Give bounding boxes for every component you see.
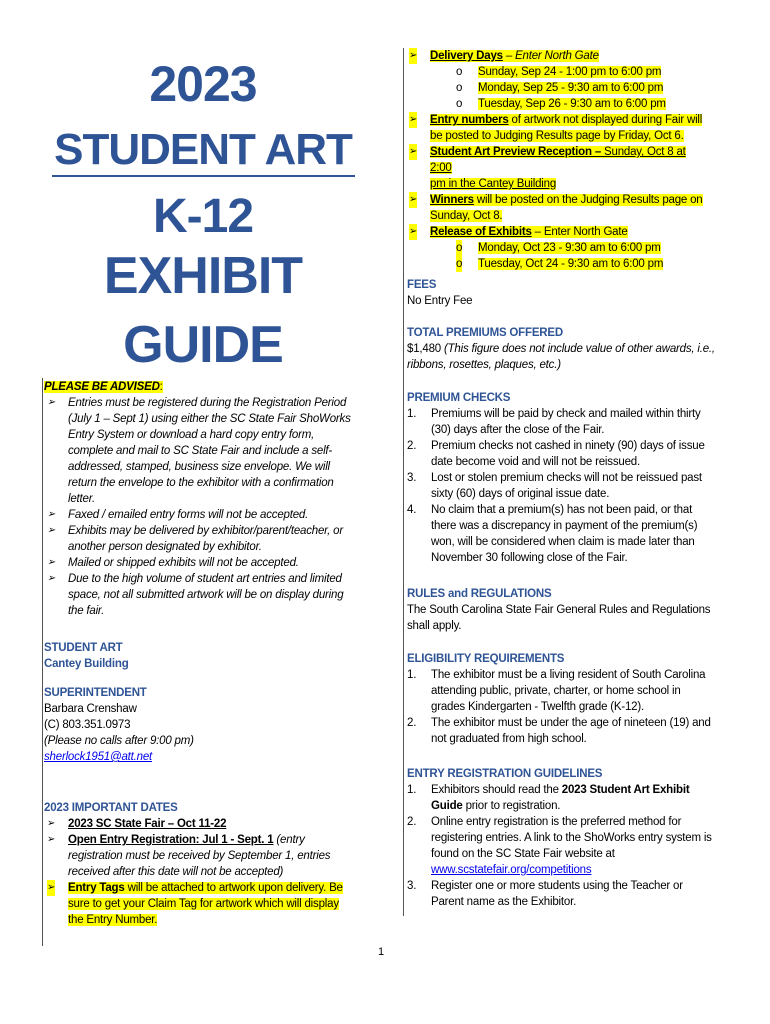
preview-item — [406, 144, 706, 192]
fees-text: No Entry Fee — [407, 295, 473, 307]
advised-heading-text: PLEASE BE ADVISED — [44, 381, 160, 393]
delivery-day-1 — [406, 64, 706, 80]
advised-line: Entry System or download a hard copy entry form, — [68, 429, 315, 441]
eligibility-list — [407, 667, 737, 747]
release-text: – Enter North Gate — [531, 226, 628, 238]
release-day-1 — [406, 240, 706, 256]
delivery-dash: – — [502, 50, 516, 62]
checks-item — [407, 502, 737, 566]
registration-item-3-line: Parent name as the Exhibitor. — [431, 896, 577, 908]
registration-item-2-line: registering entries. A link to the ShoWorks entry system is — [431, 832, 712, 844]
checks-line: Premiums will be paid by check and mailed within thirty — [431, 408, 701, 420]
advised-line: (July 1 – Sept 1) using either the SC State Fair ShoWorks — [68, 413, 351, 425]
entry-tags-text: will be attached to artwork upon delivery. Be — [124, 882, 343, 894]
superintendent-phone: (C) 803.351.0973 — [44, 719, 131, 731]
open-entry-note-line-1: registration must be received by September 1, entries — [68, 850, 331, 862]
premiums-heading: TOTAL PREMIUMS OFFERED — [407, 327, 563, 339]
preview-label: Student Art Preview Reception – — [430, 146, 602, 158]
registration-item-2-line: found on the SC State Fair website at — [431, 848, 615, 860]
advised-line: Entries must be registered during the Registration Period — [68, 397, 347, 409]
arrow-bullet-icon: ➢ — [47, 397, 56, 408]
eligibility-line: attending public, private, charter, or home school in — [431, 685, 681, 697]
circle-bullet-icon: o — [456, 98, 463, 110]
entry-tags-label: Entry Tags — [68, 882, 125, 894]
registration-item-1-bold: 2023 Student Art Exhibit — [561, 784, 690, 796]
advised-line: Due to the high volume of student art entries and limited — [68, 573, 342, 585]
eligibility-item — [407, 667, 737, 715]
title-student-art: STUDENT ART — [54, 125, 352, 174]
entry-tags-line-1: sure to get your Claim Tag for artwork which will display — [68, 898, 339, 910]
arrow-bullet-icon: ➢ — [47, 818, 56, 829]
fair-dates: 2023 SC State Fair – Oct 11-22 — [68, 818, 227, 830]
arrow-bullet-icon: ➢ — [409, 112, 417, 128]
registration-item-3-line: Register one or more students using the Teacher or — [431, 880, 683, 892]
checks-line: No claim that a premium(s) has not been paid, or that — [431, 504, 693, 516]
checks-line: won, will be considered when claim is made later than — [431, 536, 695, 548]
delivery-day-text: Tuesday, Sep 26 - 9:30 am to 6:00 pm — [478, 98, 666, 110]
arrow-bullet-icon: ➢ — [409, 144, 417, 160]
delivery-section — [406, 48, 706, 272]
eligibility-line: The exhibitor must be under the age of nineteen (19) and — [431, 717, 711, 729]
advised-heading: PLEASE BE ADVISED: — [44, 381, 163, 393]
registration-item-2-line: Online entry registration is the preferred method for — [431, 816, 682, 828]
advised-line: Exhibits may be delivered by exhibitor/parent/teacher, or — [68, 525, 343, 537]
competitions-link[interactable]: www.scstatefair.org/competitions — [431, 864, 592, 876]
list-number: 3. — [407, 472, 417, 484]
circle-bullet-icon: o — [456, 242, 463, 254]
advised-list — [44, 395, 364, 619]
list-number: 4. — [407, 504, 417, 516]
checks-line: November 30 following close of the Fair. — [431, 552, 628, 564]
arrow-bullet-icon: ➢ — [409, 48, 417, 64]
advised-line: letter. — [68, 493, 95, 505]
entry-numbers-item — [406, 112, 706, 144]
preview-text: Sunday, Oct 8 at 2:00 — [430, 146, 686, 174]
advised-item — [44, 507, 364, 523]
winners-label: Winners — [430, 194, 474, 206]
advised-line: Faxed / emailed entry forms will not be accepted. — [68, 509, 309, 521]
circle-bullet-icon: o — [456, 66, 463, 78]
dates-item-fair — [44, 816, 360, 832]
open-entry-note-line-2: received after this date will not be accepted) — [68, 866, 284, 878]
winners-line-2: Sunday, Oct 8. — [430, 210, 503, 222]
superintendent-name: Barbara Crenshaw — [44, 703, 137, 715]
advised-line: another person designated by exhibitor. — [68, 541, 262, 553]
checks-heading: PREMIUM CHECKS — [407, 392, 511, 404]
premiums-note-line-2: ribbons, rosettes, plaques, etc.) — [407, 359, 561, 371]
arrow-bullet-icon: ➢ — [47, 557, 56, 568]
delivery-days-item — [406, 48, 706, 64]
checks-section — [407, 390, 737, 566]
list-number: 1. — [407, 669, 417, 681]
eligibility-line: The exhibitor must be a living resident of South Carolina — [431, 669, 706, 681]
delivery-label: Delivery Days — [430, 50, 503, 62]
list-number: 2. — [407, 717, 417, 729]
delivery-day-2 — [406, 80, 706, 96]
entry-numbers-label: Entry numbers — [430, 114, 509, 126]
entry-numbers-line-2: be posted to Judging Results page by Friday, Oct 6. — [430, 130, 684, 142]
rules-heading: RULES and REGULATIONS — [407, 588, 552, 600]
title-year: 2023 — [149, 56, 257, 112]
checks-line: Lost or stolen premium checks will not be reissued past — [431, 472, 702, 484]
rules-line-1: The South Carolina State Fair General Rules and Regulations — [407, 604, 711, 616]
winners-text: will be posted on the Judging Results page on — [473, 194, 703, 206]
release-label: Release of Exhibits — [430, 226, 532, 238]
registration-item-3: 3. Register one or more students using the Teacher or Parent name as the Exhibitor. — [407, 878, 737, 910]
location-building: Cantey Building — [44, 658, 129, 670]
registration-item-1: 1. Exhibitors should read the 2023 Student Art Exhibit Guide prior to registration. — [407, 784, 690, 812]
premiums-amount: $1,480 — [407, 343, 441, 355]
checks-item — [407, 406, 737, 438]
open-entry-note: (entry — [273, 834, 305, 846]
entry-tags-line-2: the Entry Number. — [68, 914, 158, 926]
checks-list — [407, 406, 737, 566]
superintendent-note: (Please no calls after 9:00 pm) — [44, 735, 194, 747]
premiums-section — [407, 325, 737, 373]
eligibility-section — [407, 651, 737, 747]
advised-item — [44, 555, 364, 571]
title-guide: GUIDE — [123, 316, 283, 374]
entry-numbers-text: of artwork not displayed during Fair will — [508, 114, 703, 126]
delivery-day-3 — [406, 96, 706, 112]
eligibility-line: not graduated from high school. — [431, 733, 587, 745]
registration-item-1-rest: prior to registration. — [462, 800, 561, 812]
preview-line-2: pm in the Cantey Building — [430, 178, 557, 190]
checks-item — [407, 438, 737, 470]
dates-heading: 2023 IMPORTANT DATES — [44, 802, 178, 814]
checks-line: there was a discrepancy in payment of the premium(s) — [431, 520, 698, 532]
arrow-bullet-icon: ➢ — [47, 880, 55, 896]
superintendent-section — [44, 685, 354, 765]
location-heading: STUDENT ART — [44, 642, 123, 654]
release-item — [406, 224, 706, 240]
checks-line: Premium checks not cashed in ninety (90) days of issue — [431, 440, 705, 452]
rules-line-2: shall apply. — [407, 620, 462, 632]
delivery-gate: Enter North Gate — [515, 50, 599, 62]
advised-item — [44, 571, 364, 619]
checks-line: date become void and will not be reissued. — [431, 456, 640, 468]
dates-item-open-entry — [44, 832, 360, 880]
registration-item-1-text: Exhibitors should read the — [431, 784, 562, 796]
advised-line: complete and mail to SC State Fair and include a self- — [68, 445, 333, 457]
registration-item-2: 2. Online entry registration is the preferred method for registering entries. A link to the ShoWorks entry system is found on the SC State Fair website at www.scstatefair.org/competitions — [407, 814, 737, 878]
registration-heading: ENTRY REGISTRATION GUIDELINES — [407, 768, 603, 780]
advised-item — [44, 523, 364, 555]
registration-item-1-guide: Guide — [431, 800, 463, 812]
dates-item-entry-tags — [44, 880, 360, 928]
delivery-day-text: Sunday, Sep 24 - 1:00 pm to 6:00 pm — [478, 66, 662, 78]
list-number: 2. — [407, 440, 417, 452]
arrow-bullet-icon: ➢ — [47, 573, 56, 584]
location-section — [44, 640, 354, 672]
left-column-rule — [42, 378, 43, 946]
open-entry-label: Open Entry Registration: Jul 1 - Sept. 1 — [68, 834, 274, 846]
registration-section — [407, 766, 737, 910]
superintendent-email-link[interactable]: sherlock1951@att.net — [44, 751, 153, 763]
advised-line: addressed, stamped, business size envelope. We will — [68, 461, 330, 473]
superintendent-heading: SUPERINTENDENT — [44, 687, 147, 699]
list-number: 1. — [407, 408, 417, 420]
arrow-bullet-icon: ➢ — [47, 834, 56, 845]
rules-section — [407, 586, 737, 634]
advised-section — [44, 379, 364, 619]
title-exhibit: EXHIBIT — [103, 247, 303, 305]
arrow-bullet-icon: ➢ — [47, 525, 56, 536]
title-underline — [52, 175, 355, 177]
title-k12: K-12 — [152, 190, 254, 243]
eligibility-line: grades Kindergarten - Twelfth grade (K-12). — [431, 701, 644, 713]
arrow-bullet-icon: ➢ — [409, 224, 417, 240]
advised-line: return the envelope to the exhibitor with a confirmation — [68, 477, 334, 489]
fees-heading: FEES — [407, 279, 437, 291]
arrow-bullet-icon: ➢ — [409, 192, 417, 208]
dates-section — [44, 800, 360, 928]
release-day-text: Tuesday, Oct 24 - 9:30 am to 6:00 pm — [478, 258, 664, 270]
delivery-day-text: Monday, Sep 25 - 9:30 am to 6:00 pm — [478, 82, 664, 94]
circle-bullet-icon: o — [456, 258, 463, 270]
advised-line: the fair. — [68, 605, 105, 617]
advised-item — [44, 395, 364, 507]
fees-section — [407, 277, 727, 309]
advised-line: space, not all submitted artwork will be on display during — [68, 589, 344, 601]
release-day-text: Monday, Oct 23 - 9:30 am to 6:00 pm — [478, 242, 661, 254]
winners-item — [406, 192, 706, 224]
arrow-bullet-icon: ➢ — [47, 509, 56, 520]
eligibility-item — [407, 715, 737, 747]
page-number: 1 — [378, 946, 384, 958]
checks-line: (30) days after the close of the Fair. — [431, 424, 605, 436]
circle-bullet-icon: o — [456, 82, 463, 94]
advised-line: Mailed or shipped exhibits will not be accepted. — [68, 557, 299, 569]
checks-item — [407, 470, 737, 502]
release-day-2 — [406, 256, 706, 272]
premiums-note: (This figure does not include value of other awards, i.e., — [440, 343, 715, 355]
right-column-rule — [403, 48, 404, 916]
checks-line: sixty (60) days of original issue date. — [431, 488, 610, 500]
eligibility-heading: ELIGIBILITY REQUIREMENTS — [407, 653, 565, 665]
